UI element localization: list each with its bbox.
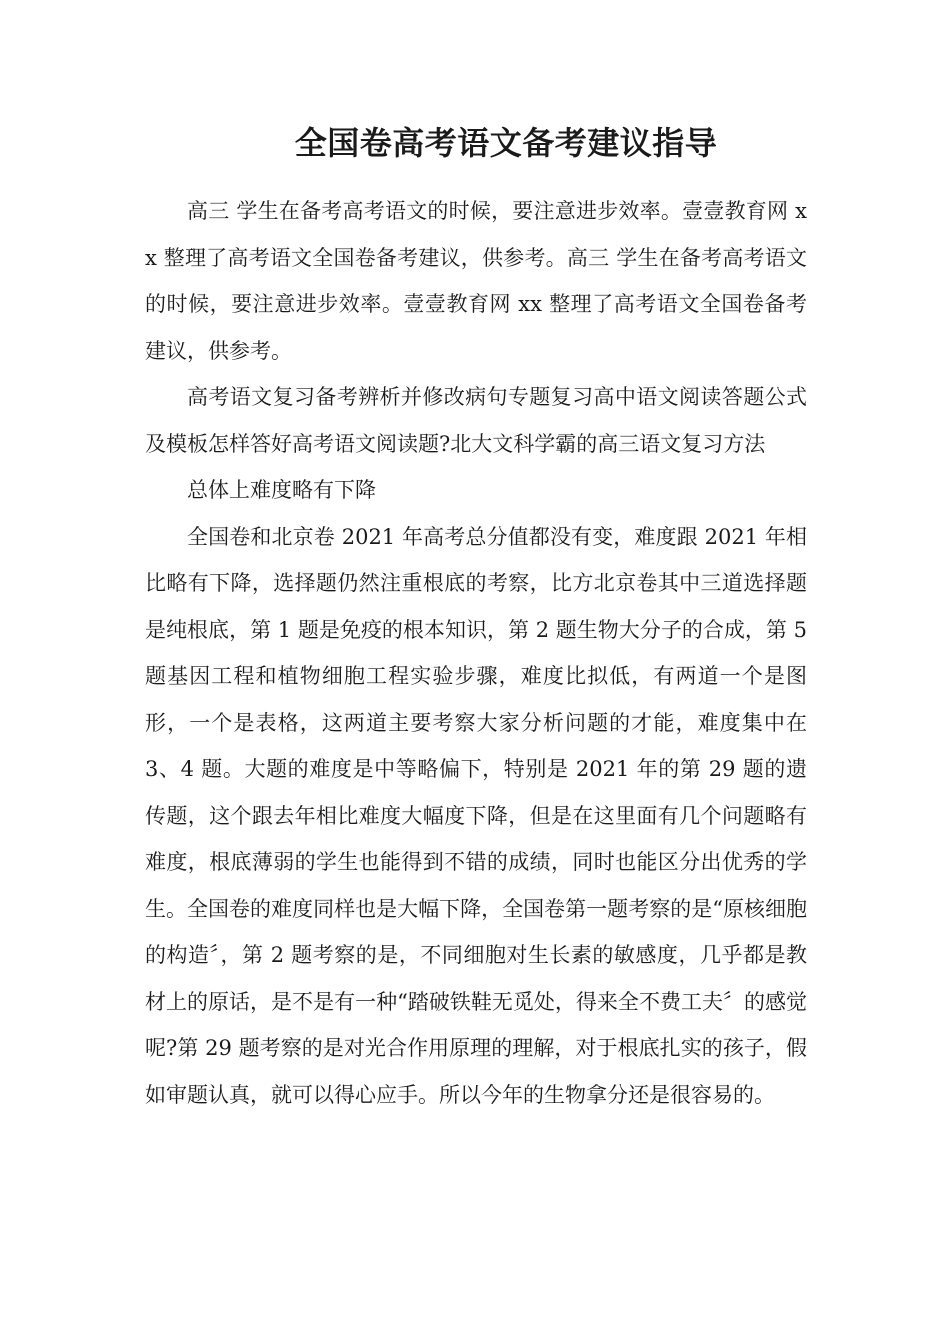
paragraph-intro: 高三 学生在备考高考语文的时候，要注意进步效率。壹壹教育网 xx 整理了高考语文全国卷备考建议，供参考。高三 学生在备考高考语文的时候，要注意进步效率。壹壹教育网 xx 整理了高考语文全国卷备考建议，供参考。 (145, 199, 807, 363)
document-body (145, 112, 807, 1118)
paragraph-related-links: 高考语文复习备考辨析并修改病句专题复习高中语文阅读答题公式及模板怎样答好高考语文阅读题?北大文科学霸的高三语文复习方法 (145, 385, 807, 456)
paragraph-analysis: 全国卷和北京卷 2021 年高考总分值都没有变，难度跟 2021 年相比略有下降，选择题仍然注重根底的考察，比方北京卷其中三道选择题是纯根底，第 1 题是免疫的根本知识，第 2 题生物大分子的合成，第 5 题基因工程和植物细胞工程实验步骤，难度比拟低，有两道一个是图形，一个是表格，这两道主要考察大家分析问题的才能，难度集中在 3、4 题。大题的难度是中等略偏下，特别是 2021 年的第 29 题的遗传题，这个跟去年相比难度大幅度下降，但是在这里面有几个问题略有难度，根底薄弱的学生也能得到不错的成绩，同时也能区分出优秀的学生。全国卷的难度同样也是大幅下降，全国卷第一题考察的是“原核细胞的构造〞，第 2 题考察的是，不同细胞对生长素的敏感度，几乎都是教材上的原话，是不是有一种“踏破铁鞋无觅处，得来全不费工夫〞的感觉呢?第 29 题考察的是对光合作用原理的理解，对于根底扎实的孩子，假如审题认真，就可以得心应手。所以今年的生物拿分还是很容易的。 (145, 524, 807, 1107)
paragraph-subheading: 总体上难度略有下降 (187, 478, 376, 502)
document-title: 全国卷高考语文备考建议指导 (294, 124, 718, 162)
